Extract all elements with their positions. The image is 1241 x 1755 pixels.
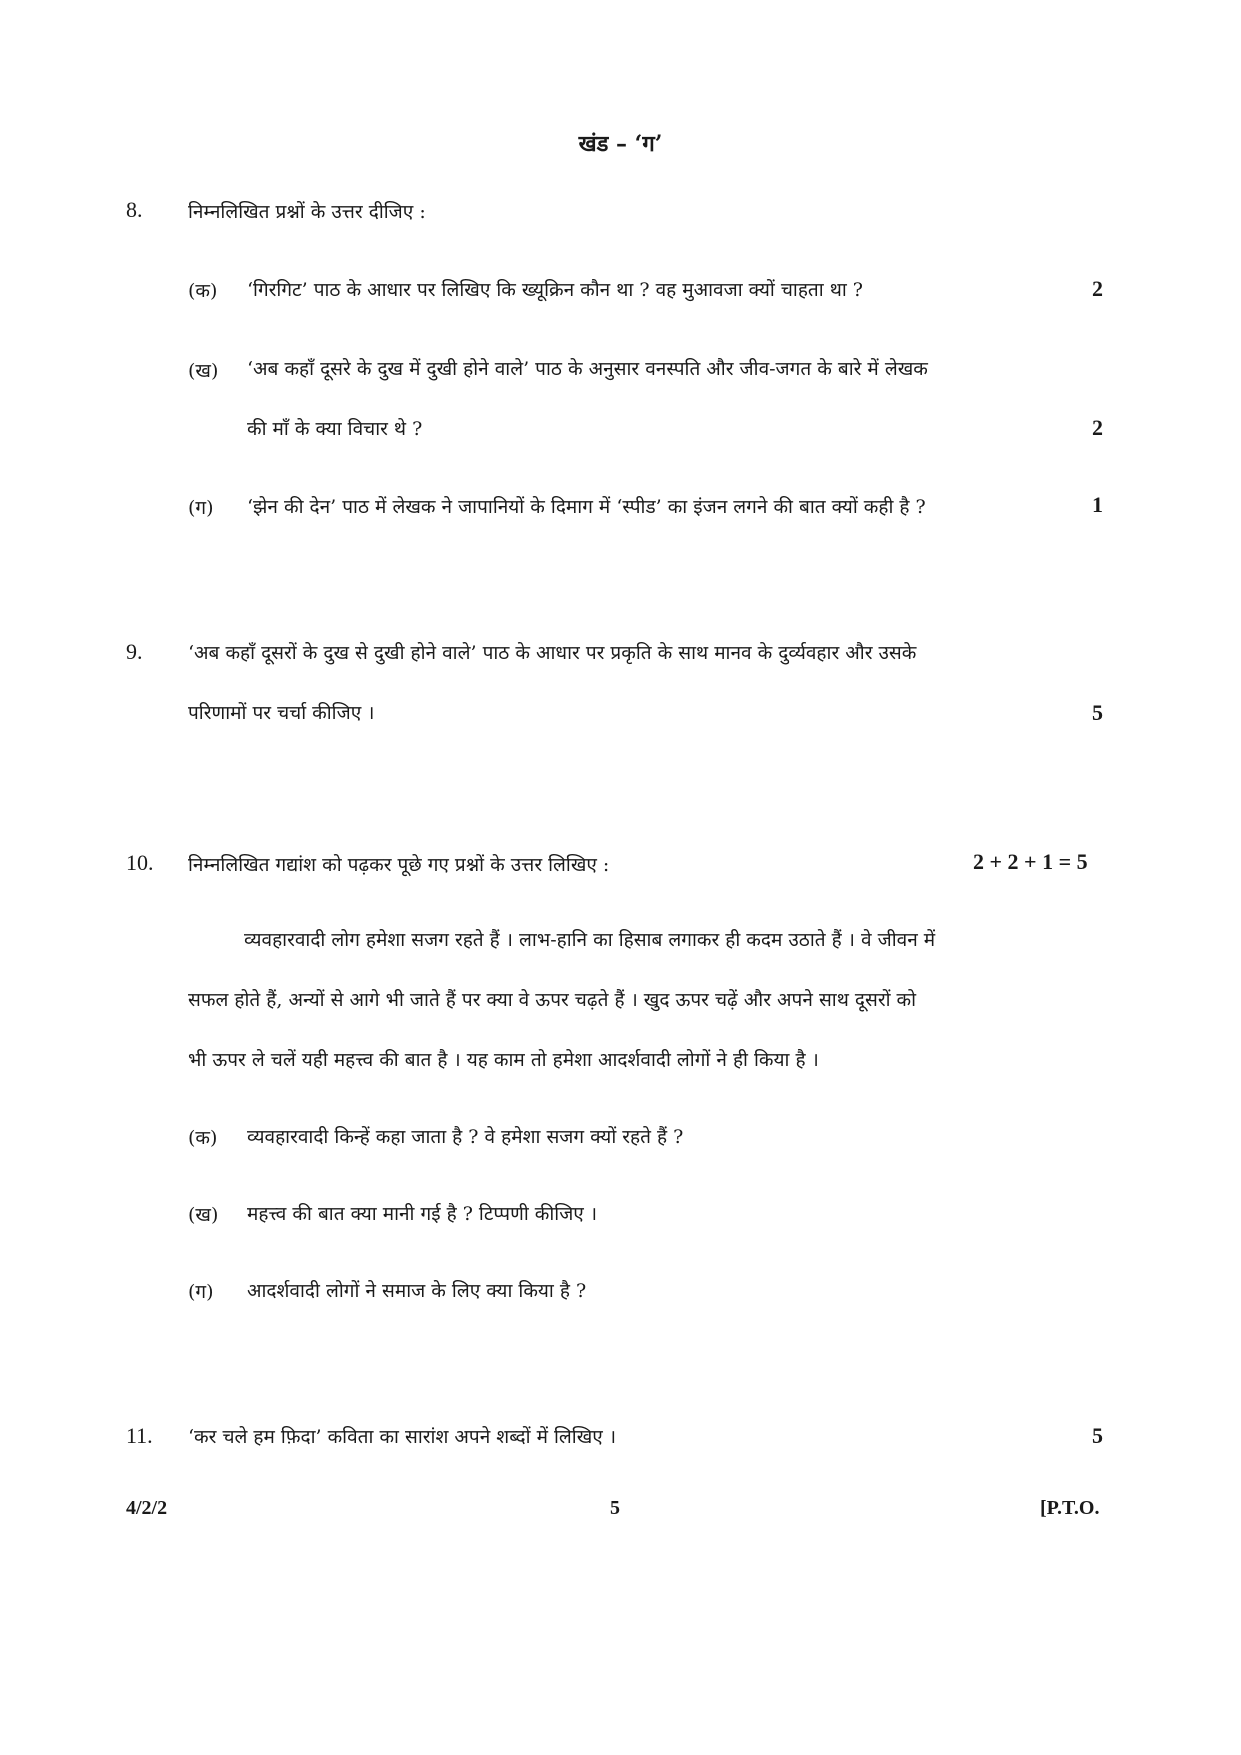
part-text: व्यवहारवादी किन्हें कहा जाता है ? वे हमेशा सजग क्यों रहते हैं ? [247,1126,684,1148]
marks: 5 [1092,700,1103,725]
part-text: महत्त्व की बात क्या मानी गई है ? टिप्पणी कीजिए । [247,1203,598,1225]
question-text: निम्नलिखित गद्यांश को पढ़कर पूछे गए प्रश्नों के उत्तर लिखिए : [188,854,610,876]
passage-line: सफल होते हैं, अन्यों से आगे भी जाते हैं पर क्या वे ऊपर चढ़ते हैं । खुद ऊपर चढ़ें और अपने साथ दूसरों को [188,989,917,1011]
part-label: (क) [188,1127,218,1149]
part-text: ‘झेन की देन’ पाठ में लेखक ने जापानियों के दिमाग में ‘स्पीड’ का इंजन लगने की बात क्यों कही है ? [247,496,926,518]
marks: 5 [1092,1423,1103,1448]
part-label: (ग) [188,497,214,519]
marks: 2 + 2 + 1 = 5 [973,849,1088,874]
marks: 2 [1092,276,1103,301]
part-text: की माँ के क्या विचार थे ? [247,418,423,440]
question-number: 8. [126,197,143,222]
part-label: (ख) [188,1204,219,1226]
paper-code: 4/2/2 [126,1497,168,1519]
question-text: ‘अब कहाँ दूसरों के दुख से दुखी होने वाले’ पाठ के आधार पर प्रकृति के साथ मानव के दुर्व्यवहार और उसके [188,642,917,664]
passage-line: व्यवहारवादी लोग हमेशा सजग रहते हैं । लाभ-हानि का हिसाब लगाकर ही कदम उठाते हैं । वे जीवन में [244,929,936,951]
pto-note: [P.T.O. [1040,1497,1100,1519]
question-text: ‘कर चले हम फ़िदा’ कविता का सारांश अपने शब्दों में लिखिए । [188,1426,617,1448]
page-number: 5 [610,1497,620,1519]
marks: 2 [1092,415,1103,440]
section-title: खंड – ‘ग’ [578,131,663,157]
part-text: ‘अब कहाँ दूसरे के दुख में दुखी होने वाले’ पाठ के अनुसार वनस्पति और जीव-जगत के बारे में लेखक [247,358,928,380]
marks: 1 [1092,492,1103,517]
question-number: 11. [126,1423,153,1448]
part-label: (ग) [188,1281,214,1303]
part-label: (क) [188,280,218,302]
question-text: निम्नलिखित प्रश्नों के उत्तर दीजिए : [188,201,426,223]
part-text: ‘गिरगिट’ पाठ के आधार पर लिखिए कि ख्यूक्रिन कौन था ? वह मुआवजा क्यों चाहता था ? [247,279,863,301]
question-number: 10. [126,850,154,875]
question-number: 9. [126,639,143,664]
part-label: (ख) [188,360,219,382]
question-text: परिणामों पर चर्चा कीजिए । [188,702,375,724]
passage-line: भी ऊपर ले चलें यही महत्त्व की बात है । यह काम तो हमेशा आदर्शवादी लोगों ने ही किया है । [188,1049,819,1071]
part-text: आदर्शवादी लोगों ने समाज के लिए क्या किया है ? [247,1280,587,1302]
